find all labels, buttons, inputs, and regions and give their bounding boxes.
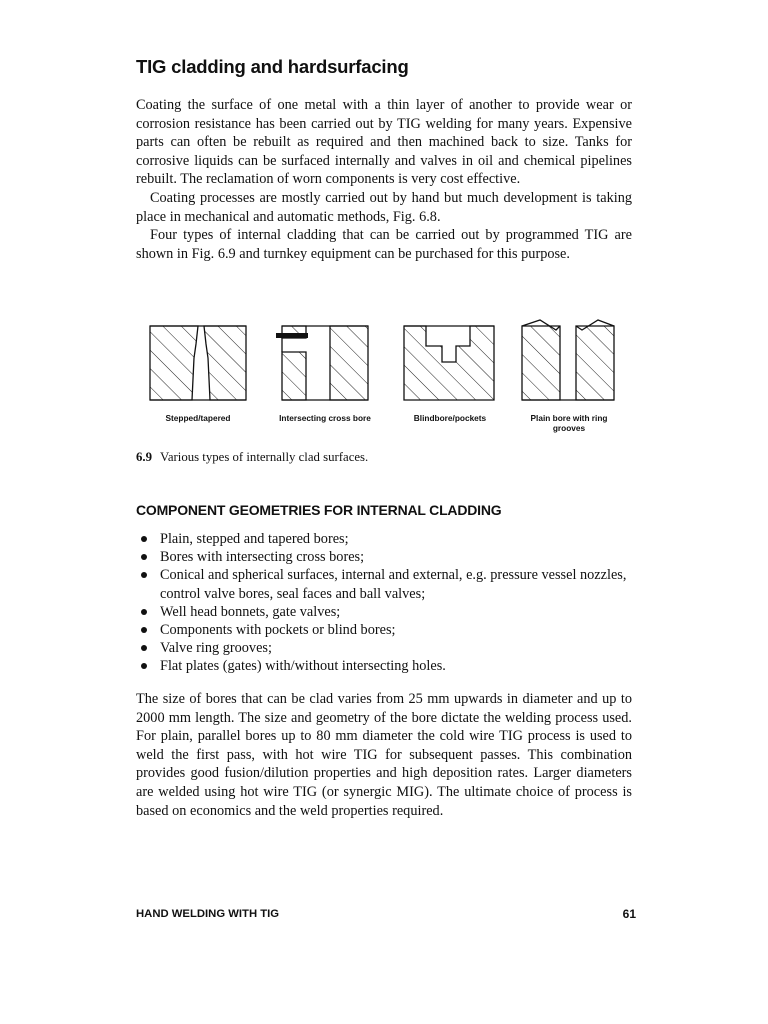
intro-text bbox=[136, 96, 632, 263]
figure-caption-number: 6.9 bbox=[136, 450, 152, 464]
list-item: Bores with intersecting cross bores; bbox=[136, 548, 632, 566]
intro-paragraph-3: Four types of internal cladding that can be carried out by programmed TIG are shown in Fig. 6.9 and turnkey equipment can be purchased for this purpose. bbox=[136, 227, 632, 262]
blind-bore-pockets-diagram bbox=[404, 326, 494, 400]
list-item: Components with pockets or blind bores; bbox=[136, 621, 632, 639]
figure-6-9 bbox=[136, 318, 636, 443]
figure-caption-text: Various types of internally clad surfaces. bbox=[160, 450, 369, 464]
plain-bore-ring-grooves-diagram bbox=[522, 320, 614, 400]
geometry-list bbox=[136, 530, 632, 676]
figure-label-3: Blindbore/pockets bbox=[413, 413, 487, 423]
intersecting-cross-bore-diagram bbox=[276, 326, 368, 400]
list-item: Conical and spherical surfaces, internal and external, e.g. pressure vessel nozzles, control valve bores, seal faces and ball valves; bbox=[136, 566, 632, 602]
figure-label-4: Plain bore with ring grooves bbox=[530, 413, 608, 433]
figure-caption bbox=[136, 450, 368, 465]
bore-size-paragraph: The size of bores that can be clad varies from 25 mm upwards in diameter and up to 2000 mm length. The size and geometry of the bore dictate the welding process used. For plain, parallel bores up to 80 mm diameter the cold wire TIG process is used to weld the first pass, with hot wire TIG for subsequent passes. This combination provides good fusion/dilution properties and high deposition rates. Larger diameters are welded using hot wire TIG (or synergic MIG). The ultimate choice of process is based on economics and the weld properties required. bbox=[136, 691, 632, 819]
figure-label-2: Intersecting cross bore bbox=[279, 413, 371, 423]
page-number: 61 bbox=[622, 907, 636, 921]
section-heading: COMPONENT GEOMETRIES FOR INTERNAL CLADDING bbox=[136, 502, 502, 518]
page-title: TIG cladding and hardsurfacing bbox=[136, 56, 409, 77]
list-item: Well head bonnets, gate valves; bbox=[136, 603, 632, 621]
list-item: Flat plates (gates) with/without intersecting holes. bbox=[136, 657, 632, 675]
stepped-tapered-diagram bbox=[150, 326, 246, 400]
list-item: Valve ring grooves; bbox=[136, 639, 632, 657]
document-page bbox=[136, 0, 636, 1024]
figure-label-1: Stepped/tapered bbox=[165, 413, 231, 423]
intro-paragraph-2: Coating processes are mostly carried out by hand but much development is taking place in mechanical and automatic methods, Fig. 6.8. bbox=[136, 189, 632, 225]
intro-paragraph-1: Coating the surface of one metal with a thin layer of another to provide wear or corrosion resistance has been carried out by TIG welding for many years. Expensive parts can often be rebuilt as required and then machined back to size. Tanks for corrosive liquids can be surfaced internally and valves in oil and chemical pipelines rebuilt. The reclamation of worn components is very cost effective. bbox=[136, 97, 632, 188]
list-item: Plain, stepped and tapered bores; bbox=[136, 530, 632, 548]
cladding-diagrams bbox=[136, 318, 636, 410]
running-title: HAND WELDING WITH TIG bbox=[136, 908, 280, 920]
